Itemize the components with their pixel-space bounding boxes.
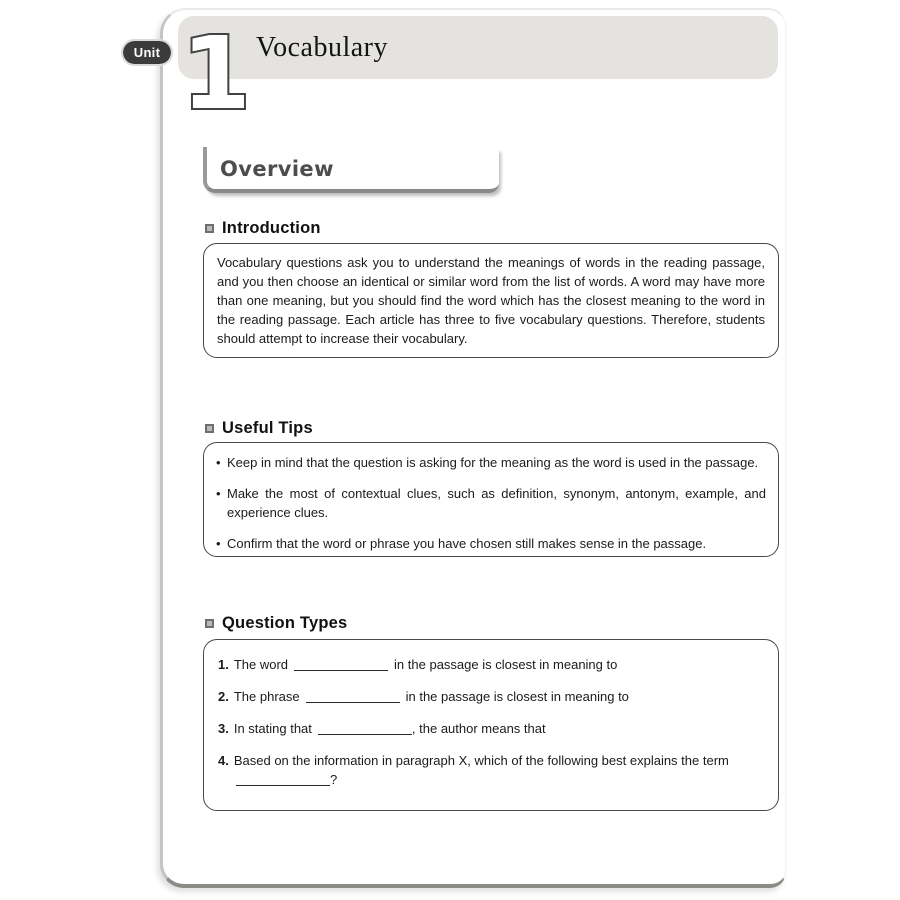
blank-line bbox=[294, 658, 388, 671]
blank-line bbox=[236, 773, 330, 786]
tip-text: Keep in mind that the question is asking for the meaning as the word is used in the passage. bbox=[227, 455, 759, 470]
introduction-paragraph: Vocabulary questions ask you to understand the meanings of words in the reading passage, and you then choose an identical or similar word from the list of words. A word may have more than one meaning, but you should find the word which has the closest meaning to the word in the reading passage. Each article has three to five vocabulary questions. Therefore, students should attempt to increase their vocabulary. bbox=[217, 255, 765, 346]
section-heading-useful-tips bbox=[205, 418, 313, 438]
bullet-dot-icon: • bbox=[216, 455, 221, 470]
square-bullet-icon bbox=[205, 224, 214, 233]
title-banner bbox=[178, 16, 778, 79]
question-number: 3. bbox=[218, 721, 229, 736]
section-heading-introduction bbox=[205, 218, 321, 238]
unit-badge-label: Unit bbox=[133, 45, 161, 60]
tip-item bbox=[216, 534, 766, 553]
question-text-pre: The phrase bbox=[233, 689, 300, 704]
question-number: 4. bbox=[218, 753, 229, 768]
question-text-post: in the passage is closest in meaning to bbox=[405, 689, 629, 704]
svg-text:1: 1 bbox=[181, 15, 251, 132]
section-heading-question-types bbox=[205, 613, 347, 633]
question-item bbox=[218, 687, 760, 706]
tip-item bbox=[216, 484, 766, 522]
introduction-heading: Introduction bbox=[222, 218, 321, 237]
overview-tab bbox=[203, 147, 499, 193]
question-text-pre: Based on the information in paragraph X, which of the following best explains the term bbox=[233, 753, 729, 768]
useful-tips-box bbox=[203, 442, 779, 557]
question-item bbox=[218, 719, 760, 738]
question-types-box bbox=[203, 639, 779, 811]
unit-badge bbox=[123, 41, 171, 64]
square-bullet-icon bbox=[205, 424, 214, 433]
question-number: 1. bbox=[218, 657, 229, 672]
question-text-pre: The word bbox=[233, 657, 289, 672]
blank-line bbox=[318, 722, 412, 735]
bullet-dot-icon: • bbox=[216, 536, 221, 551]
page-title: Vocabulary bbox=[256, 32, 388, 63]
introduction-text-box bbox=[203, 243, 779, 358]
square-bullet-icon bbox=[205, 619, 214, 628]
useful-tips-heading: Useful Tips bbox=[222, 418, 313, 437]
question-item bbox=[218, 655, 760, 674]
blank-line bbox=[306, 690, 400, 703]
question-item bbox=[218, 751, 760, 770]
tip-item bbox=[216, 453, 766, 472]
question-number: 2. bbox=[218, 689, 229, 704]
overview-label: Overview bbox=[220, 157, 334, 181]
question-text-post: in the passage is closest in meaning to bbox=[394, 657, 618, 672]
tip-text: Confirm that the word or phrase you have chosen still makes sense in the passage. bbox=[227, 536, 707, 551]
question-text-post: ? bbox=[330, 772, 338, 787]
page-card bbox=[133, 8, 786, 888]
bullet-dot-icon: • bbox=[216, 486, 221, 501]
unit-number bbox=[181, 15, 251, 132]
tip-text: Make the most of contextual clues, such as definition, synonym, antonym, example, and experience clues. bbox=[227, 486, 766, 520]
question-text-pre: In stating that bbox=[233, 721, 312, 736]
question-types-heading: Question Types bbox=[222, 613, 348, 632]
question-item-continued bbox=[236, 770, 760, 789]
question-text-post: , the author means that bbox=[411, 721, 546, 736]
